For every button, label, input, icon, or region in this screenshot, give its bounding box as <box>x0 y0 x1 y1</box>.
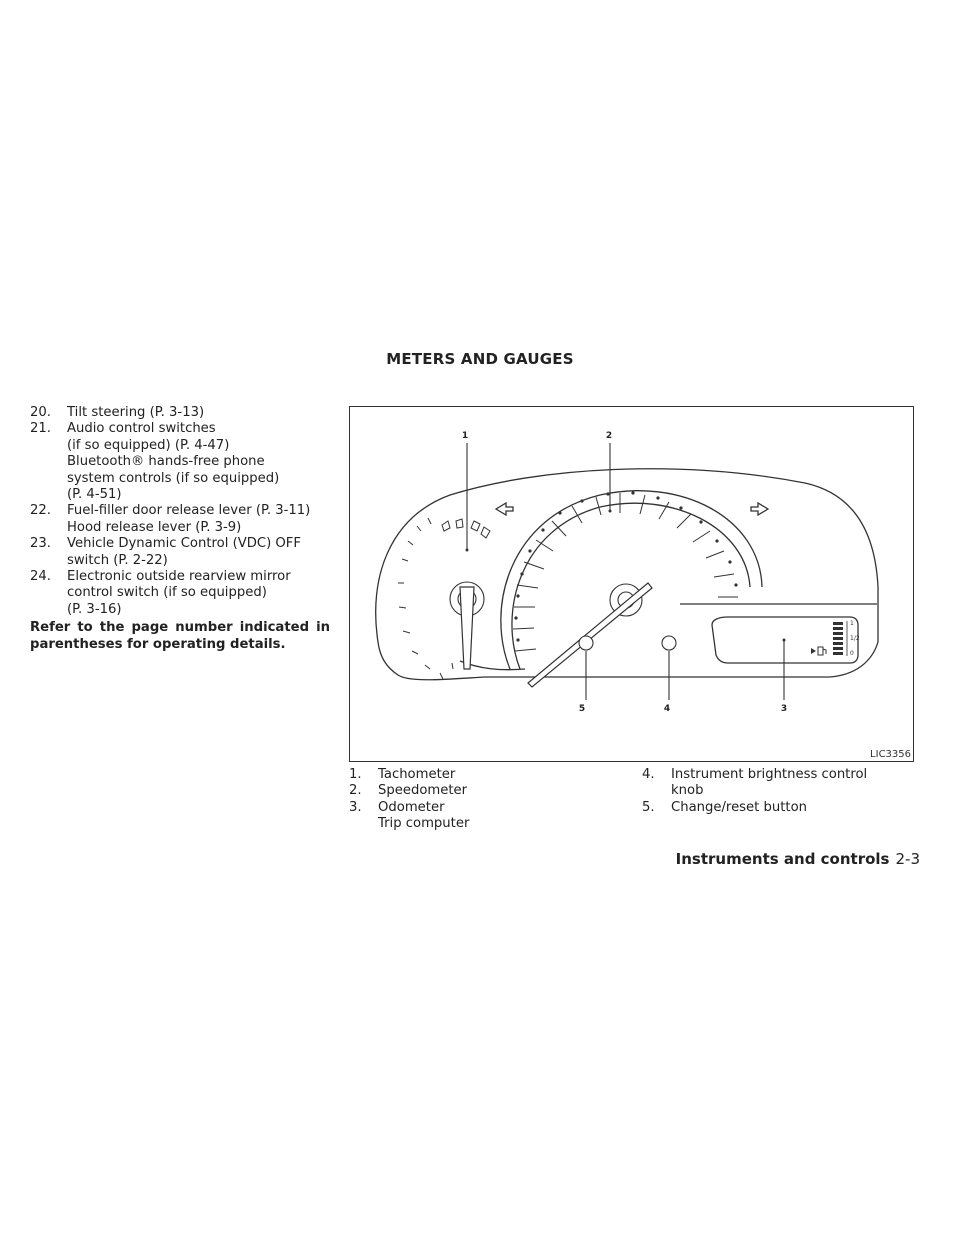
speedometer-minor-dots <box>514 491 737 641</box>
fuel-mark-half: 1/2 <box>850 635 860 642</box>
list-item <box>30 421 330 503</box>
item-line: (P. 3-16) <box>67 601 122 617</box>
legend-line: Tachometer <box>378 767 456 782</box>
item-line: control switch (if so equipped) <box>67 585 267 601</box>
legend-item <box>349 800 609 833</box>
callout-2-label: 2 <box>605 431 613 441</box>
item-line: Electronic outside rearview mirror <box>67 569 291 585</box>
item-line: (P. 4-51) <box>67 487 122 503</box>
legend-item <box>349 783 609 799</box>
fuel-pump-icon <box>818 647 826 655</box>
speedometer-bezel <box>501 491 762 669</box>
callout-4-label: 4 <box>663 704 671 714</box>
right-turn-arrow <box>751 503 768 515</box>
controls-list <box>30 405 330 653</box>
item-line: system controls (if so equipped) <box>67 470 280 486</box>
legend-item <box>349 767 609 783</box>
legend-item <box>642 767 922 800</box>
fuel-gauge-bars <box>833 622 843 655</box>
legend-number: 5. <box>642 799 655 815</box>
item-text <box>67 569 330 618</box>
fuel-mark-empty: 0 <box>850 650 854 657</box>
item-line: switch (P. 2-22) <box>67 552 168 568</box>
footer-section-title: Instruments and controls <box>675 850 890 868</box>
item-number: 24. <box>30 569 51 585</box>
legend-text <box>378 800 609 833</box>
tachometer-needle <box>460 587 474 669</box>
page-footer <box>676 850 920 868</box>
legend-number: 4. <box>642 767 655 782</box>
cluster-outline <box>376 469 878 680</box>
item-number: 20. <box>30 405 51 420</box>
figure-legend-right <box>642 767 922 816</box>
section-heading: METERS AND GAUGES <box>386 350 574 368</box>
list-item <box>30 536 330 569</box>
list-item <box>30 405 330 421</box>
item-number: 21. <box>30 421 51 437</box>
speedometer-scale <box>513 493 738 651</box>
item-line: Bluetooth® hands-free phone <box>67 454 265 470</box>
instrument-cluster-figure <box>349 406 914 762</box>
fuel-door-side-icon <box>811 648 816 654</box>
callout-3-label: 3 <box>780 704 788 714</box>
operating-note: Refer to the page number indicated in parentheses for operating details. <box>30 620 330 652</box>
item-line: Tilt steering (P. 3-13) <box>67 405 205 420</box>
legend-line: knob <box>671 783 704 799</box>
legend-text <box>671 800 922 816</box>
legend-line: Change/reset button <box>671 799 808 815</box>
item-line: Hood release lever (P. 3-9) <box>67 519 242 535</box>
left-turn-arrow <box>496 503 513 515</box>
item-text <box>67 503 330 536</box>
list-item <box>30 569 330 618</box>
legend-text <box>378 767 609 783</box>
callout-leaders <box>467 443 784 700</box>
legend-text <box>671 767 922 800</box>
item-number: 23. <box>30 536 51 552</box>
page-number: 2-3 <box>895 850 920 868</box>
legend-number: 1. <box>349 767 362 782</box>
legend-line: Instrument brightness control <box>671 767 868 782</box>
item-text <box>67 536 330 569</box>
item-text <box>67 405 330 421</box>
change-reset-button <box>579 636 593 650</box>
legend-item <box>642 800 922 816</box>
item-line: Audio control switches <box>67 421 216 437</box>
legend-text <box>378 783 609 799</box>
legend-number: 3. <box>349 799 362 815</box>
cluster-illustration <box>350 407 913 761</box>
item-line: (if so equipped) (P. 4-47) <box>67 437 230 453</box>
legend-line: Speedometer <box>378 783 468 799</box>
brightness-control-knob <box>662 636 676 650</box>
item-line: Vehicle Dynamic Control (VDC) OFF <box>67 536 301 552</box>
legend-line: Odometer <box>378 799 445 815</box>
item-text <box>67 421 330 503</box>
figure-code: LIC3356 <box>870 749 911 760</box>
legend-number: 2. <box>349 783 362 799</box>
figure-legend-left <box>349 767 609 833</box>
item-line: Fuel-filler door release lever (P. 3-11) <box>67 503 311 519</box>
item-number: 22. <box>30 503 51 519</box>
callout-1-label: 1 <box>461 431 469 441</box>
fuel-mark-full: 1 <box>850 620 854 627</box>
callout-5-label: 5 <box>578 704 586 714</box>
list-item <box>30 503 330 536</box>
legend-line: Trip computer <box>378 816 470 832</box>
speedometer-needle <box>528 583 652 687</box>
